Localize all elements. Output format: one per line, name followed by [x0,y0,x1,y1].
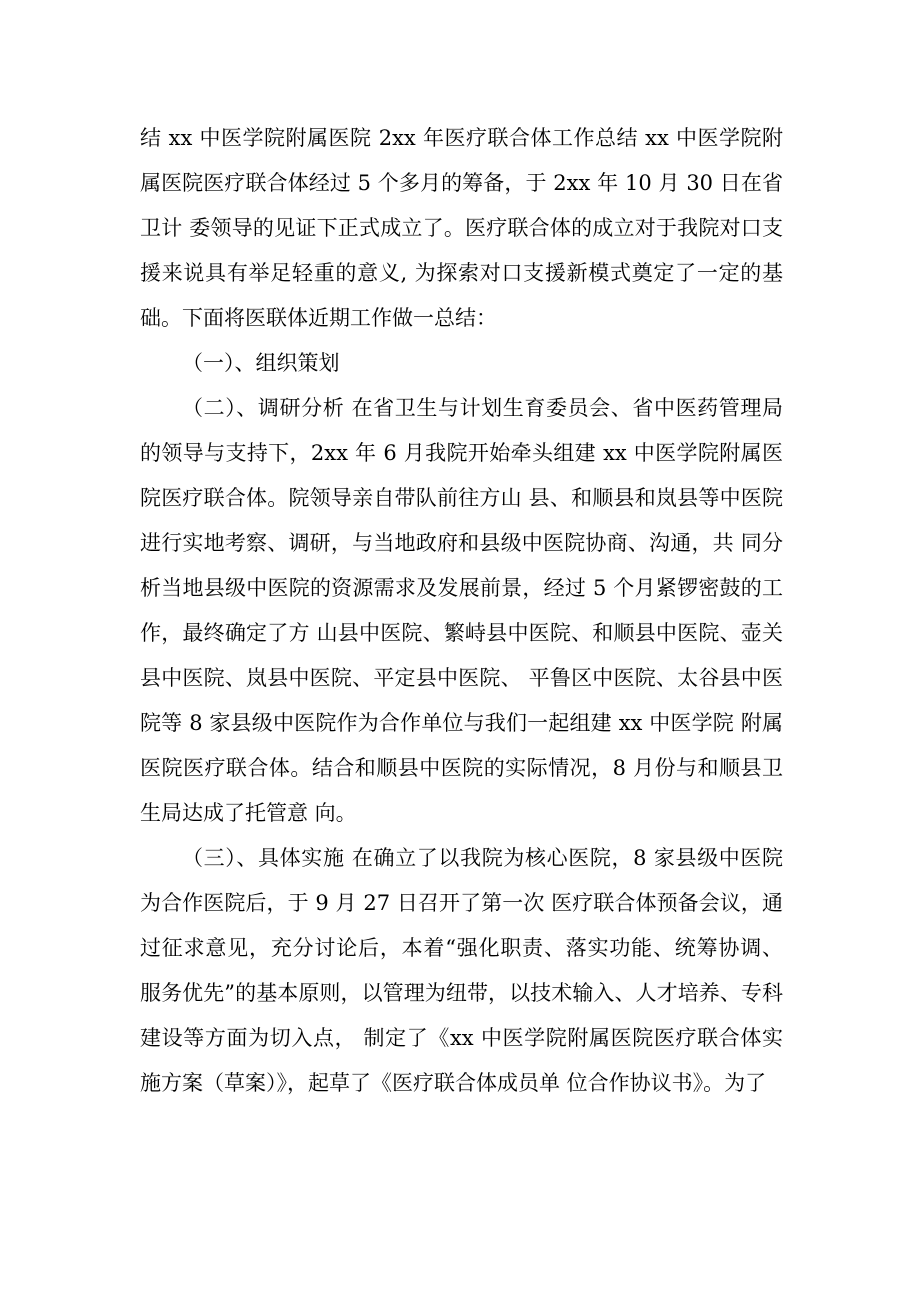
paragraph-section-2: （二）、调研分析 在省卫生与计划生育委员会、省中医药管理局的领导与支持下，2xx 年 6 月我院开始牵头组建 xx 中医学院附属医院医疗联合体。院领导亲自带队前往方山 县、和顺县和岚县等中医院进行实地考察、调研，与当地政府和县级中医院协商、沟通，共 同分析当地县级中医院的资源需求及发展前景，经过 5 个月紧锣密鼓的工作，最终确定了方 山县中医院、繁峙县中医院、和顺县中医院、壶关县中医院、岚县中医院、平定县中医院、 平鲁区中医院、太谷县中医院等 8 家县级中医院作为合作单位与我们一起组建 xx 中医学院 附属医院医疗联合体。结合和顺县中医院的实际情况，8 月份与和顺县卫生局达成了托管意 向。 [140,396,783,825]
paragraph-section-1-heading: （一）、组织策划 [182,351,340,375]
paragraph-intro: 结 xx 中医学院附属医院 2xx 年医疗联合体工作总结 xx 中医学院附属医院医疗联合体经过 5 个多月的筹备，于 2xx 年 10 月 30 日在省卫计 委领导的见证下正式成立了。医疗联合体的成立对于我院对口支援来说具有举足轻重的意义, 为探索对口支援新模式奠定了一定的基础。下面将医联体近期工作做一总结： [140,126,783,330]
document-body [140,116,783,1106]
paragraph-section-3: （三）、具体实施 在确立了以我院为核心医院，8 家县级中医院为合作医院后，于 9 月 27 日召开了第一次 医疗联合体预备会议，通过征求意见，充分讨论后，本着“强化职责、落实功能、统筹协调、 服务优先”的基本原则，以管理为纽带，以技术输入、人才培养、专科建设等方面为切入点， 制定了《xx 中医学院附属医院医疗联合体实施方案（草案）》，起草了《医疗联合体成员单 位合作协议书》。为了 [140,846,783,1095]
